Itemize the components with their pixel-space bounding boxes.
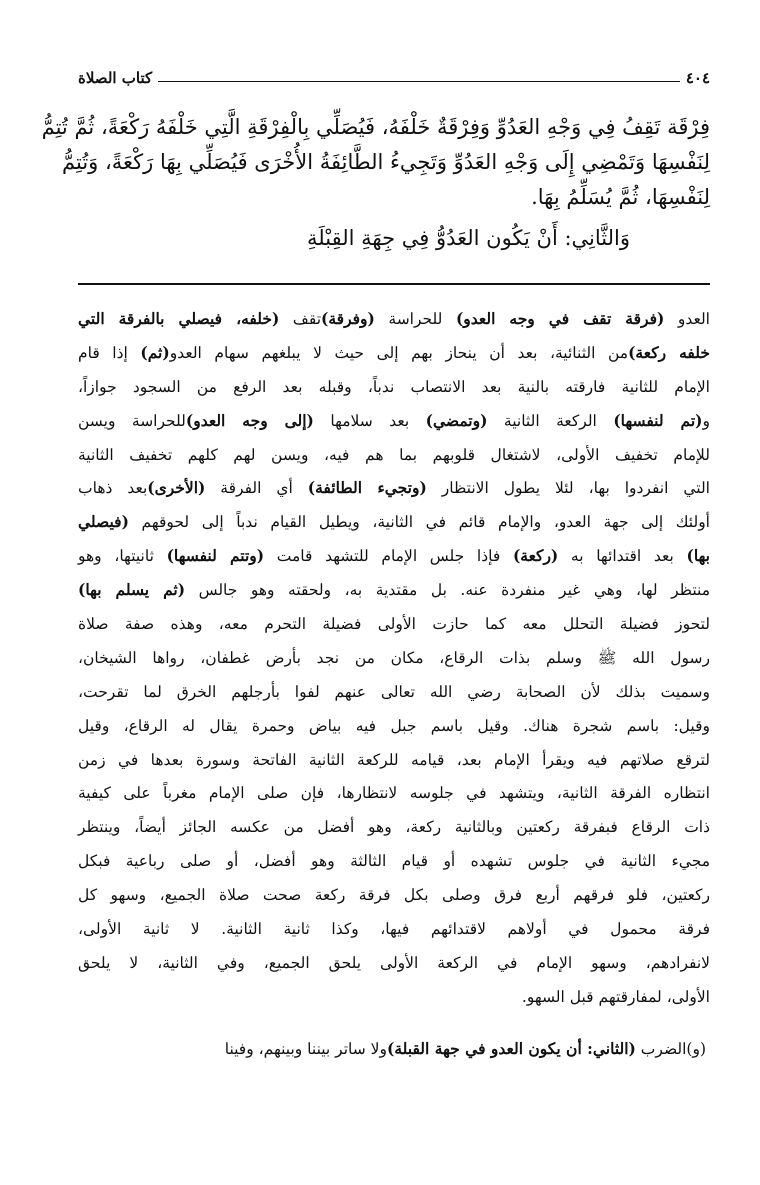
text-divider: [78, 283, 710, 285]
bold-quoted-text: (خلفه، فيصلي بالفرقة التي: [78, 309, 280, 328]
text-segment: ذات الرقاع فبفرقة ركعتين وبالثانية ركعة، وهو أفضل من عكسه الجائز أيضاً، وينتظر: [78, 818, 710, 837]
text-segment: أولئك إلى جهة العدو، والإمام قائم في الثانية، ويطيل القيام ندباً إلى لحوقهم: [128, 513, 710, 532]
text-segment: رسول الله ﷺ وسلم بذات الرقاع، مكان من نجد بأرض غطفان، رواها الشيخان،: [78, 648, 710, 667]
commentary-text: [78, 304, 710, 1068]
commentary-line: [78, 541, 710, 575]
text-segment: لِنَفْسِهَا وَتَمْضِي إِلَى وَجْهِ العَدُوِّ وَتَجِيءُ الطَّائِفَةُ الأُخْرَى فَيُصَلِّي بِهَا رَكْعَةً، وَتُتِمُّ: [62, 150, 710, 174]
text-segment: وَالثَّانِي: أَنْ يَكُون العَدُوُّ فِي جِهَةِ القِبْلَةِ: [307, 226, 630, 250]
bold-quoted-text: (إلى وجه العدو): [185, 410, 314, 430]
text-segment: للحراسة ويسن: [78, 411, 186, 430]
commentary-line: [78, 440, 710, 474]
text-segment: الأولى، لمفارقتهم قبل السهو.: [521, 987, 710, 1006]
bold-quoted-text: خلفه ركعة): [628, 342, 710, 362]
text-segment: و: [702, 411, 710, 430]
text-segment: من الثنائية، بعد أن ينحاز بهم إلى حيث لا يبلغهم سهام العدو: [169, 343, 629, 362]
text-segment: ركعتين، فلو فرقهم أربع فرق وصلى بكل فرقة ركعة صحت صلاة الجميع، وسهو كل: [78, 886, 710, 905]
commentary-line: [78, 372, 710, 406]
commentary-line: [78, 643, 710, 677]
text-segment: التي انفردوا بها، لئلا يطول الانتظار: [426, 479, 710, 498]
commentary-line: [78, 846, 710, 880]
text-segment: لترقع صلاتهم فيه ويقرأ الإمام بعد، قيامه للركعة الثانية الفاتحة وسورة بعدها في زمن: [78, 750, 710, 769]
text-segment: فإذا جلس الإمام للتشهد قامت: [264, 547, 513, 566]
text-segment: أي الفرقة: [205, 479, 308, 498]
commentary-line: [78, 711, 710, 745]
commentary-line: [78, 507, 710, 541]
text-segment: إذا قام: [78, 343, 141, 362]
text-segment: الإمام للثانية فارقته بالنية بعد الانتصاب ندباً، وقبله بعد الرفع من السجود جوازاً،: [78, 377, 710, 396]
book-title: كتاب الصلاة: [78, 69, 153, 87]
commentary-line: [78, 406, 710, 440]
commentary-line: [78, 575, 710, 609]
commentary-line: [78, 609, 710, 643]
bold-quoted-text: (وتجيء الطائفة): [307, 478, 427, 498]
text-segment: بعد ذهاب: [78, 479, 148, 498]
text-segment: وقيل: باسم شجرة هناك. وقيل باسم جبل فيه بياض وحمرة يقال له الرقاع، وقيل: [78, 716, 710, 735]
running-header: [78, 66, 710, 90]
text-segment: العدو: [664, 310, 710, 328]
text-segment: مجيء الثانية في جلوس تشهده أو قيام الثالثة وهو أفضل، أو صلى رباعية فبكل: [78, 852, 710, 871]
text-segment: ثانيتها، وهو: [78, 547, 167, 566]
text-segment: منتظر لها، وهي غير منفردة عنه. بل مقتدية به، ولحقته وهو جالس: [185, 581, 710, 600]
commentary-line: [78, 778, 710, 812]
text-segment: للحراسة: [374, 310, 456, 328]
commentary-line: [78, 880, 710, 914]
bold-quoted-text: (وتتم لنفسها): [166, 546, 265, 566]
commentary-line: [78, 1034, 710, 1068]
commentary-line: [78, 812, 710, 846]
text-segment: (و)الضرب: [635, 1039, 706, 1058]
text-segment: فرقة محمول في أولاهم لاقتدائهم فيها، وكذا ثانية الثانية. لا ثانية الأولى،: [78, 920, 710, 939]
bold-quoted-text: (وفرقة): [321, 309, 375, 328]
main-text-line: [41, 110, 710, 145]
bold-quoted-text: (ثم): [140, 342, 170, 362]
main-text-line: [78, 180, 710, 215]
bold-quoted-text: (الأخرى): [147, 478, 206, 498]
text-segment: ولا ساتر بيننا وبينهم، وفينا: [224, 1039, 387, 1058]
text-segment: فِرْقَة تَقِفُ فِي وَجْهِ العَدُوِّ وَفِرْقَةٌ خَلْفَهُ، فَيُصَلِّي بِالْفِرْقَةِ الَّتِي خَلْفَهُ رَكْعَةً، ثُمَّ تُتِمُّ: [41, 115, 710, 139]
bold-quoted-text: (وتمضي): [425, 410, 488, 430]
bold-quoted-text: (فيصلي: [78, 512, 129, 532]
text-segment: لِنَفْسِهَا، ثُمَّ يُسَلِّمُ بِهَا.: [531, 185, 710, 209]
text-segment: وسميت بذلك لأن الصحابة رضي الله تعالى عنهم لفوا بأرجلهم الخرق لما تقرحت،: [78, 682, 710, 701]
commentary-line: [78, 473, 710, 507]
main-text-line: [78, 221, 710, 256]
bold-quoted-text: (ثم يسلم بها): [78, 580, 186, 600]
commentary-line: [78, 745, 710, 779]
bold-quoted-text: (ركعة): [512, 546, 559, 566]
commentary-line: [78, 677, 710, 711]
header-rule: [158, 81, 680, 82]
page-number: ٤٠٤: [685, 69, 710, 87]
text-segment: للإمام تخفيف الأولى، لاشتغال قلوبهم بما هم فيه، ويسن لهم كلهم تخفيف الثانية: [78, 445, 710, 464]
commentary-line: [78, 338, 710, 372]
text-segment: لانفرادهم، وسهو الإمام في الركعة الأولى يلحق الجميع، وفي الثانية، لا يلحق: [78, 953, 710, 972]
text-segment: لتحوز فضيلة التحلل معه كما حازت الأولى فضيلة التحرم معه، وهذه صفة صلاة: [78, 615, 710, 634]
text-segment: انتظاره الفرقة الثانية، ويتشهد في جلوسه لانتظارها، فإن صلى الإمام مغرباً على كيفية: [78, 784, 710, 803]
commentary-line: [78, 914, 710, 948]
text-segment: الركعة الثانية: [487, 411, 614, 430]
bold-quoted-text: بها): [686, 546, 710, 566]
main-text-line: [62, 145, 710, 180]
text-segment: تقف: [279, 310, 322, 328]
commentary-line: [78, 982, 710, 1016]
text-segment: بعد سلامها: [313, 411, 426, 430]
bold-quoted-text: (الثاني: أن يكون العدو في جهة القبلة): [387, 1038, 636, 1058]
commentary-line: [78, 304, 710, 338]
text-segment: بعد اقتدائها به: [558, 547, 687, 566]
bold-quoted-text: (تم لنفسها): [613, 410, 703, 430]
commentary-line: [78, 948, 710, 982]
main-text: [41, 110, 710, 256]
bold-quoted-text: (فرقة تقف في وجه العدو): [455, 309, 665, 328]
